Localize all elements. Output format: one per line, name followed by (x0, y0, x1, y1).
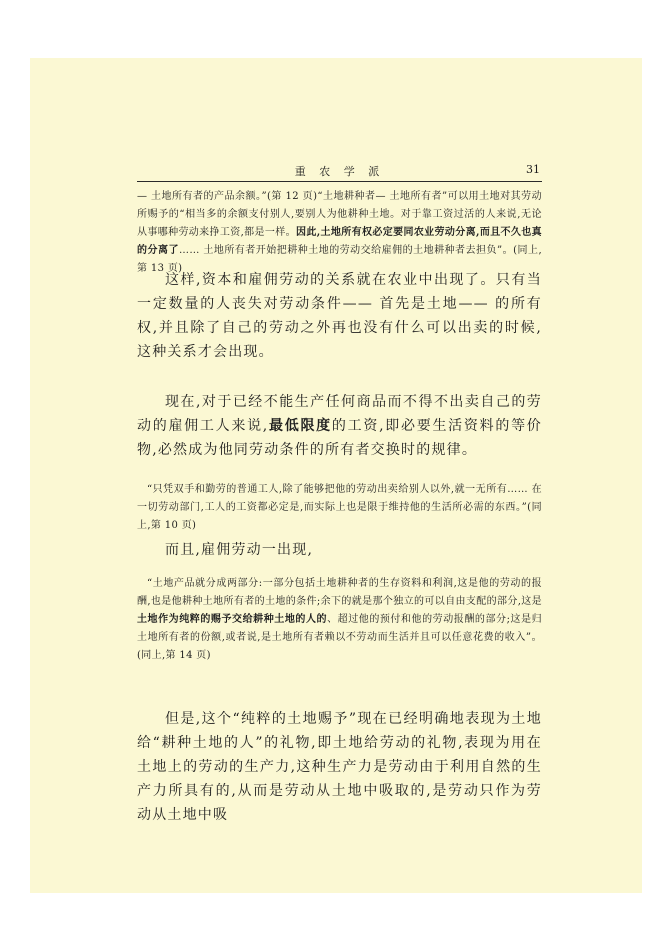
running-title: 重 农 学 派 (294, 165, 385, 178)
quote-text: 、超过他的预付和他的劳动报酬的部分;这是归土地所有者的份额,或者说,是土地所有者赖以不劳动而生活并且可以任意花费的收入”。(同上,第 14 页) (137, 614, 542, 661)
paragraph-emphasis: 最低限度 (268, 418, 332, 434)
body-paragraph-1 (137, 268, 542, 364)
quote-text: …… 土地所有者开始把耕种土地的劳动交给雇佣的土地耕种者去担负”。(同上,第 13 页) (137, 245, 543, 274)
paragraph-text: 现在,对于已经不能生产任何商品而不得不出卖自己的劳动的雇佣工人来说, (137, 394, 542, 434)
quote-block-2 (137, 575, 542, 665)
page-number: 31 (526, 163, 540, 176)
paragraph-text: 但是,这个“纯粹的土地赐予”现在已经明确地表现为土地给“耕种土地的人”的礼物,即土地给劳动的礼物,表现为用在土地上的劳动的生产力,这种生产力是劳动由于利用自然的生产力所具有的,从而是劳动从土地中吸取的,是劳动只作为劳动从土地中吸 (137, 711, 542, 823)
quote-text: — 土地所有者的产品余额。”(第 12 页)“土地耕种者— 土地所有者”可以用土地对其劳动所赐予的“相当多的余额支付别人,要别人为他耕种土地。对于靠工资过活的人来说,无论从事哪种劳动来挣工资,都是一样。 (137, 191, 542, 238)
quote-block-continued (137, 188, 542, 278)
paragraph-text: 这样,资本和雇佣劳动的关系就在农业中出现了。只有当一定数量的人丧失对劳动条件—— 首先是土地—— 的所有权,并且除了自己的劳动之外再也没有什么可以出卖的时候,这种关系才会出现。 (137, 272, 542, 360)
quote-emphasis: 因此,土地所有权必定要同农业劳动分离,而且不久也真的分离了 (137, 227, 542, 256)
paragraph-text: 的工资,即必要生活资料的等价物,必然成为他同劳动条件的所有者交换时的规律。 (137, 418, 542, 458)
body-paragraph-4 (137, 707, 542, 827)
quote-text: “土地产品就分成两部分:一部分包括土地耕种者的生存资料和利润,这是他的劳动的报酬,也是他耕种土地所有者的土地的条件;余下的就是那个独立的可以自由支配的部分,这是 (137, 578, 542, 607)
page-header (137, 163, 542, 182)
paragraph-text: 而且,雇佣劳动一出现, (165, 542, 314, 558)
quote-emphasis: 土地作为纯粹的赐予交给耕种土地的人的 (137, 614, 328, 625)
quote-text: “只凭双手和勤劳的普通工人,除了能够把他的劳动出卖给别人以外,就一无所有…… 在一切劳动部门,工人的工资都必定是,而实际上也是限于维持他的生活所必需的东西。”(同上,第 10 页) (137, 484, 542, 531)
quote-block-1 (137, 481, 542, 535)
body-paragraph-2 (137, 390, 542, 462)
body-paragraph-3 (137, 538, 542, 562)
